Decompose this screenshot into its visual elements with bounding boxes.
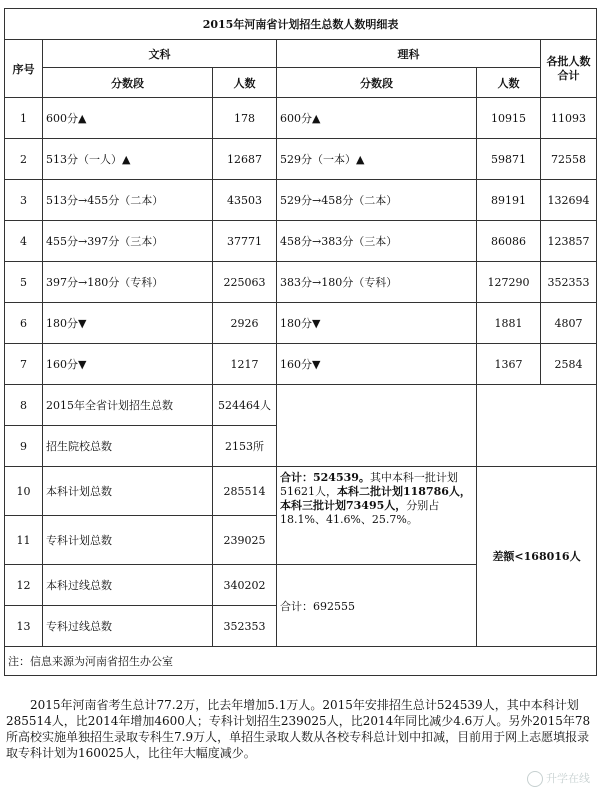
row-number: 10 [5, 467, 43, 516]
row-total: 2584 [541, 344, 597, 385]
like-count: 1367 [477, 344, 541, 385]
merged-note-second: 本科二批计划118786人，本科三批计划73495人， [280, 485, 471, 512]
row-number: 11 [5, 516, 43, 565]
like-count: 127290 [477, 262, 541, 303]
watermark-icon [527, 771, 543, 787]
row-total: 4807 [541, 303, 597, 344]
like-range: 160分▼ [277, 344, 477, 385]
footnote: 注：信息来源为河南省招生办公室 [5, 647, 597, 676]
wenke-range: 600分▲ [43, 98, 213, 139]
like-range: 458分→383分（三本） [277, 221, 477, 262]
explanatory-paragraph: 2015年河南省考生总计77.2万，比去年增加5.1万人。2015年安排招生总计524539人，其中本科计划285514人，比2014年增加4600人；专科计划招生239025人，比2014年同比减少4.6万人。另外2015年78所高校实施单独招生录取专科生7.9万人，单招生录取人数从各校专科总计划中扣减，目前用于网上志愿填报录取专科计划为160025人，比往年大幅度减少。 [6, 698, 591, 760]
summary-label: 本科计划总数 [43, 467, 213, 516]
like-count: 1881 [477, 303, 541, 344]
wenke-count: 12687 [213, 139, 277, 180]
wenke-range: 455分→397分（三本） [43, 221, 213, 262]
like-range: 529分（一本）▲ [277, 139, 477, 180]
wenke-range-header: 分数段 [43, 68, 213, 98]
wenke-count: 37771 [213, 221, 277, 262]
wenke-range: 180分▼ [43, 303, 213, 344]
merged-note [277, 467, 477, 565]
like-range: 529分→458分（二本） [277, 180, 477, 221]
like-count: 89191 [477, 180, 541, 221]
row-total: 132694 [541, 180, 597, 221]
like-range: 383分→180分（专科） [277, 262, 477, 303]
like-range: 180分▼ [277, 303, 477, 344]
table-row [5, 303, 597, 344]
row-total: 123857 [541, 221, 597, 262]
merged-note-percent: 分别占18.1%、41.6%、25.7%。 [280, 499, 440, 526]
summary-value: 239025 [213, 516, 277, 565]
table-row [5, 180, 597, 221]
summary-row [5, 385, 597, 426]
wenke-range: 513分（一人）▲ [43, 139, 213, 180]
wenke-header: 文科 [43, 40, 277, 68]
table-row [5, 344, 597, 385]
summary-row [5, 467, 597, 516]
table-row [5, 262, 597, 303]
table-row [5, 139, 597, 180]
like-count: 86086 [477, 221, 541, 262]
like-range-header: 分数段 [277, 68, 477, 98]
like-range: 600分▲ [277, 98, 477, 139]
summary-value: 524464人 [213, 385, 277, 426]
row-number: 8 [5, 385, 43, 426]
empty-cell [277, 385, 477, 467]
summary-value: 340202 [213, 565, 277, 606]
seq-header: 序号 [5, 40, 43, 98]
merged-note-total: 合计：524539。 [280, 471, 370, 484]
summary-label: 2015年全省计划招生总数 [43, 385, 213, 426]
row-total: 11093 [541, 98, 597, 139]
like-count: 59871 [477, 139, 541, 180]
watermark-text: 升学在线 [546, 772, 590, 785]
like-header: 理科 [277, 40, 541, 68]
wenke-range: 513分→455分（二本） [43, 180, 213, 221]
total-note: 合计：692555 [277, 565, 477, 647]
row-total: 72558 [541, 139, 597, 180]
wenke-count: 43503 [213, 180, 277, 221]
summary-label: 专科过线总数 [43, 606, 213, 647]
wenke-range: 160分▼ [43, 344, 213, 385]
wenke-count-header: 人数 [213, 68, 277, 98]
summary-value: 285514 [213, 467, 277, 516]
like-count: 10915 [477, 98, 541, 139]
row-number: 3 [5, 180, 43, 221]
wenke-count: 2926 [213, 303, 277, 344]
enrollment-table [4, 8, 597, 676]
row-total: 352353 [541, 262, 597, 303]
like-count-header: 人数 [477, 68, 541, 98]
total-header: 各批人数合计 [541, 40, 597, 98]
table-row [5, 221, 597, 262]
empty-cell [477, 385, 597, 467]
row-number: 4 [5, 221, 43, 262]
wenke-count: 178 [213, 98, 277, 139]
wenke-count: 225063 [213, 262, 277, 303]
row-number: 7 [5, 344, 43, 385]
row-number: 2 [5, 139, 43, 180]
row-number: 13 [5, 606, 43, 647]
table-row [5, 98, 597, 139]
summary-label: 专科计划总数 [43, 516, 213, 565]
summary-value: 352353 [213, 606, 277, 647]
wenke-count: 1217 [213, 344, 277, 385]
wenke-range: 397分→180分（专科） [43, 262, 213, 303]
row-number: 12 [5, 565, 43, 606]
row-number: 6 [5, 303, 43, 344]
summary-label: 本科过线总数 [43, 565, 213, 606]
row-number: 1 [5, 98, 43, 139]
row-number: 5 [5, 262, 43, 303]
merged-note-first: 其中本科一批计划51621人， [280, 471, 458, 498]
watermark [527, 770, 590, 787]
summary-label: 招生院校总数 [43, 426, 213, 467]
diff-note: 差额<168016人 [477, 467, 597, 647]
row-number: 9 [5, 426, 43, 467]
table-title: 2015年河南省计划招生总数人数明细表 [5, 9, 597, 40]
summary-value: 2153所 [213, 426, 277, 467]
